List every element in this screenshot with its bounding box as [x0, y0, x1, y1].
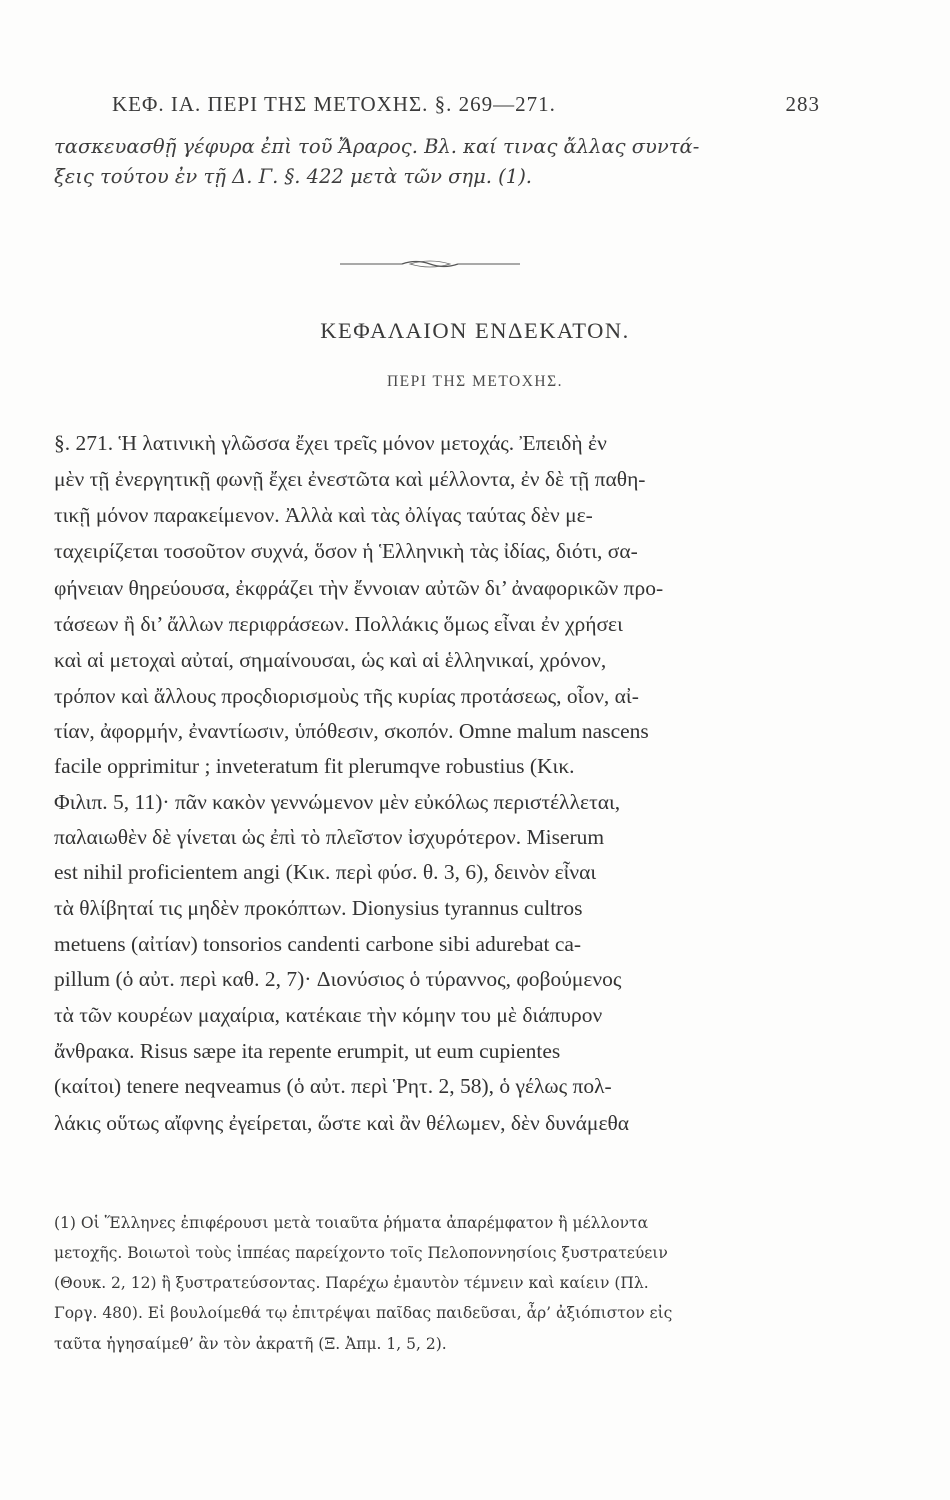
footnote-line: (1) Οἱ Ἕλληνες ἐπιφέρουσι μετὰ τοιαῦτα ῥήματα ἀπαρέμφατον ἢ μέλλοντα	[54, 1214, 649, 1232]
text-line: καὶ αἱ μετοχαὶ αὐταί, σημαίνουσαι, ὡς καὶ αἱ ἑλληνικαί, χρόνον,	[54, 648, 607, 672]
running-head-title: ΚΕΦ. ΙΑ. ΠΕΡΙ ΤΗΣ ΜΕΤΟΧΗΣ. §. 269—271.	[112, 92, 556, 116]
text-line: τικῇ μόνον παρακείμενον. Ἀλλὰ καὶ τὰς ὀλίγας ταύτας δὲν με-	[54, 503, 593, 527]
text-line: τάσεων ἢ δι’ ἄλλων περιφράσεων. Πολλάκις ὅμως εἶναι ἐν χρήσει	[54, 612, 623, 636]
section-title: ΠΕΡΙ ΤΗΣ ΜΕΤΟΧΗΣ.	[386, 373, 563, 390]
text-line: metuens (αἰτίαν) tonsorios candenti carbone sibi adurebat ca-	[54, 932, 582, 956]
text-line: τρόπον καὶ ἄλλους προςδιορισμοὺς τῆς κυρίας προτάσεως, οἷον, αἰ-	[54, 684, 639, 708]
text-line: τὰ θλίβηταί τις μηδὲν προκόπτων. Dionysius tyrannus cultros	[54, 896, 583, 920]
text-line: τὰ τῶν κουρέων μαχαίρια, κατέκαιε τὴν κόμην του μὲ διάπυρον	[54, 1003, 603, 1027]
page-number: 283	[785, 92, 820, 116]
text-line: λάκις οὕτως αἴφνης ἐγείρεται, ὥστε καὶ ἂν θέλωμεν, δὲν δυνάμεθα	[54, 1111, 630, 1135]
text-line: §. 271. Ἡ λατινικὴ γλῶσσα ἔχει τρεῖς μόνον μετοχάς. Ἐπειδὴ ἐν	[54, 431, 607, 455]
text-line: μὲν τῇ ἐνεργητικῇ φωνῇ ἔχει ἐνεστῶτα καὶ μέλλοντα, ἐν δὲ τῇ παθη-	[54, 467, 646, 491]
text-line: φήνειαν θηρεύουσα, ἐκφράζει τὴν ἔννοιαν αὐτῶν δι’ ἀναφορικῶν προ-	[54, 576, 664, 600]
text-line: Φιλιπ. 5, 11)· πᾶν κακὸν γεννώμενον μὲν εὐκόλως περιστέλλεται,	[54, 790, 621, 814]
text-line: τίαν, ἀφορμήν, ἐναντίωσιν, ὑπόθεσιν, σκοπόν. Omne malum nascens	[54, 719, 649, 743]
footnote-line: ταῦτα ἡγησαίμεθ’ ἂν τὸν ἀκρατῆ (Ξ. Ἀπμ. 1, 5, 2).	[54, 1335, 447, 1353]
chapter-title: ΚΕΦΑΛΑΙΟΝ ΕΝΔΕΚΑΤΟΝ.	[320, 318, 630, 343]
text-line: ξεις τούτου ἐν τῇ Δ. Γ. §. 422 μετὰ τῶν σημ. (1).	[54, 165, 533, 188]
text-line: est nihil proficientem angi (Κικ. περὶ φύσ. θ. 3, 6), δεινὸν εἶναι	[54, 860, 597, 884]
footnote-line: Γοργ. 480). Εἰ βουλοίμεθά τῳ ἐπιτρέψαι παῖδας παιδεῦσαι, ἆρ’ ἀξιόπιστον εἰς	[54, 1304, 673, 1322]
text-line: ἄνθρακα. Risus sæpe ita repente erumpit, ut eum cupientes	[54, 1039, 561, 1063]
running-head	[112, 92, 820, 120]
text-line: (καίτοι) tenere neqveamus (ὁ αὐτ. περὶ Ῥητ. 2, 58), ὁ γέλως πολ-	[54, 1074, 612, 1098]
footnote-line: (Θουκ. 2, 12) ἢ ξυστρατεύσοντας. Παρέχω ἐμαυτὸν τέμνειν καὶ καίειν (Πλ.	[54, 1274, 649, 1292]
text-line: τασκευασθῇ γέφυρα ἐπὶ τοῦ Ἄραρος. Βλ. καί τινας ἄλλας συντά-	[54, 135, 700, 158]
text-line: παλαιωθὲν δὲ γίνεται ὡς ἐπὶ τὸ πλεῖστον ἰσχυρότερον. Miserum	[54, 825, 605, 849]
footnote-line: μετοχῆς. Βοιωτοὶ τοὺς ἱππέας παρείχοντο τοῖς Πελοποννησίοις ξυστρατεύειν	[54, 1244, 668, 1262]
text-line: facile opprimitur ; inveteratum fit plerumqve robustius (Κικ.	[54, 754, 575, 778]
text-line: pillum (ὁ αὐτ. περὶ καθ. 2, 7)· Διονύσιος ὁ τύραννος, φοβούμενος	[54, 967, 622, 991]
text-line: ταχειρίζεται τοσοῦτον συχνά, ὅσον ἡ Ἑλληνικὴ τὰς ἰδίας, διότι, σα-	[54, 539, 638, 563]
ornament-divider	[340, 258, 520, 270]
